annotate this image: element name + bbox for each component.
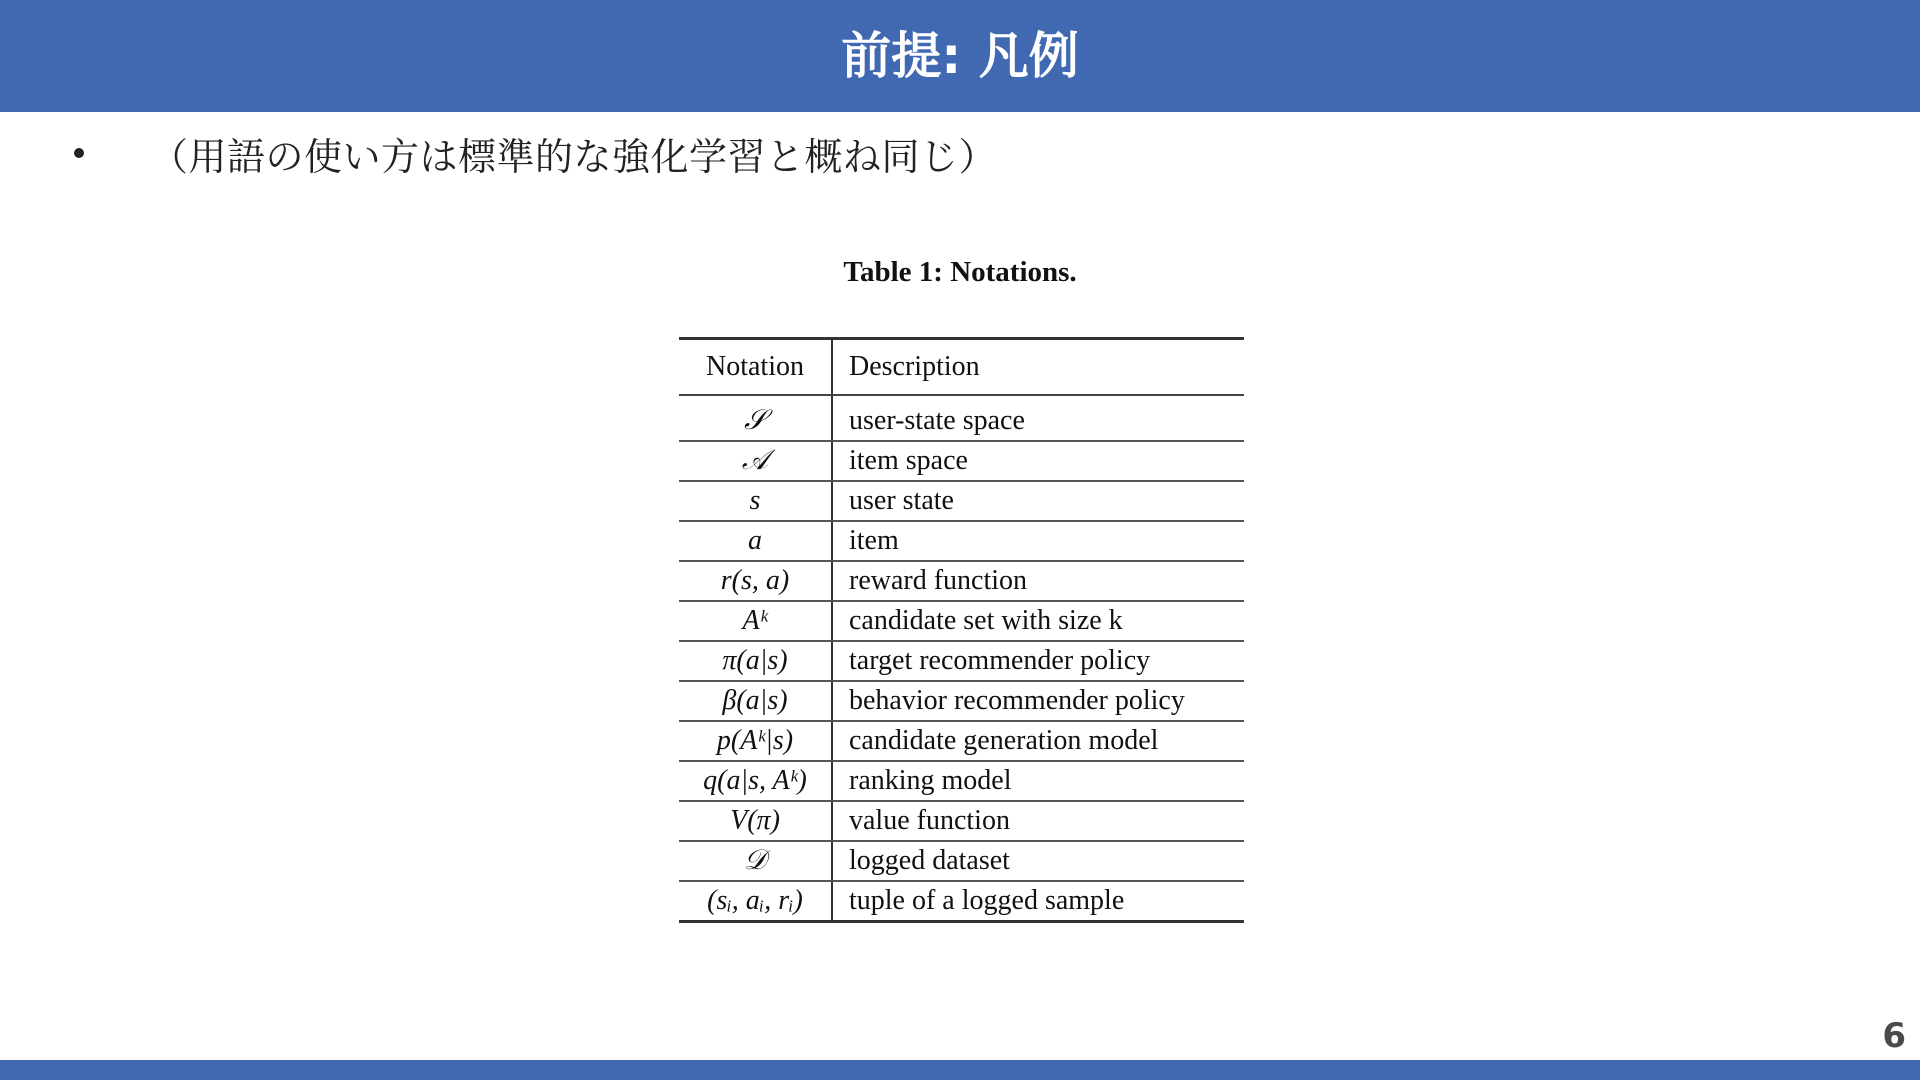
notation-cell: 𝒮 xyxy=(679,402,832,441)
notation-cell: π(a|s) xyxy=(679,641,832,681)
bullet-item xyxy=(74,128,997,178)
notation-table xyxy=(679,337,1244,923)
table-row xyxy=(679,881,1244,922)
table-body xyxy=(679,395,1244,922)
slide-title: 前提: 凡例 xyxy=(841,27,1079,85)
notation-cell: 𝒟 xyxy=(679,841,832,881)
description-cell: candidate generation model xyxy=(832,721,1244,761)
notation-cell: s xyxy=(679,481,832,521)
notation-cell: Aᵏ xyxy=(679,601,832,641)
table-caption: Table 1: Notations. xyxy=(843,256,1077,288)
description-cell: reward function xyxy=(832,561,1244,601)
description-cell: item xyxy=(832,521,1244,561)
table-header-row xyxy=(679,339,1244,396)
bullet-text: （用語の使い方は標準的な強化学習と概ね同じ） xyxy=(150,134,998,179)
table-row xyxy=(679,402,1244,441)
table-row xyxy=(679,521,1244,561)
description-cell: behavior recommender policy xyxy=(832,681,1244,721)
bullet-icon xyxy=(74,148,84,158)
spacer-cell xyxy=(832,395,1244,402)
description-cell: user state xyxy=(832,481,1244,521)
title-bar xyxy=(0,0,1920,112)
table-row xyxy=(679,761,1244,801)
description-cell: user-state space xyxy=(832,402,1244,441)
notation-cell: p(Aᵏ|s) xyxy=(679,721,832,761)
header-notation: Notation xyxy=(679,339,832,396)
spacer-cell xyxy=(679,395,832,402)
description-cell: candidate set with size k xyxy=(832,601,1244,641)
table-row xyxy=(679,481,1244,521)
description-cell: target recommender policy xyxy=(832,641,1244,681)
notation-cell: V(π) xyxy=(679,801,832,841)
footer-bar xyxy=(0,1060,1920,1080)
description-cell: ranking model xyxy=(832,761,1244,801)
table-row xyxy=(679,841,1244,881)
table-row xyxy=(679,641,1244,681)
notation-cell: a xyxy=(679,521,832,561)
table-row xyxy=(679,601,1244,641)
notation-cell: (sᵢ, aᵢ, rᵢ) xyxy=(707,885,803,916)
description-cell: logged dataset xyxy=(832,841,1244,881)
table-row xyxy=(679,801,1244,841)
notation-cell: r(s, a) xyxy=(679,561,832,601)
notation-cell: β(a|s) xyxy=(679,681,832,721)
description-cell: value function xyxy=(832,801,1244,841)
table-row xyxy=(679,681,1244,721)
table-row xyxy=(679,441,1244,481)
notation-cell: q(a|s, Aᵏ) xyxy=(679,761,832,801)
table-row xyxy=(679,721,1244,761)
description-cell: tuple of a logged sample xyxy=(832,881,1244,922)
table-row xyxy=(679,561,1244,601)
notation-cell: 𝒜 xyxy=(679,441,832,481)
page-number: 6 xyxy=(1882,1016,1906,1056)
header-description: Description xyxy=(832,339,1244,396)
description-cell: item space xyxy=(832,441,1244,481)
spacer-row xyxy=(679,395,1244,402)
